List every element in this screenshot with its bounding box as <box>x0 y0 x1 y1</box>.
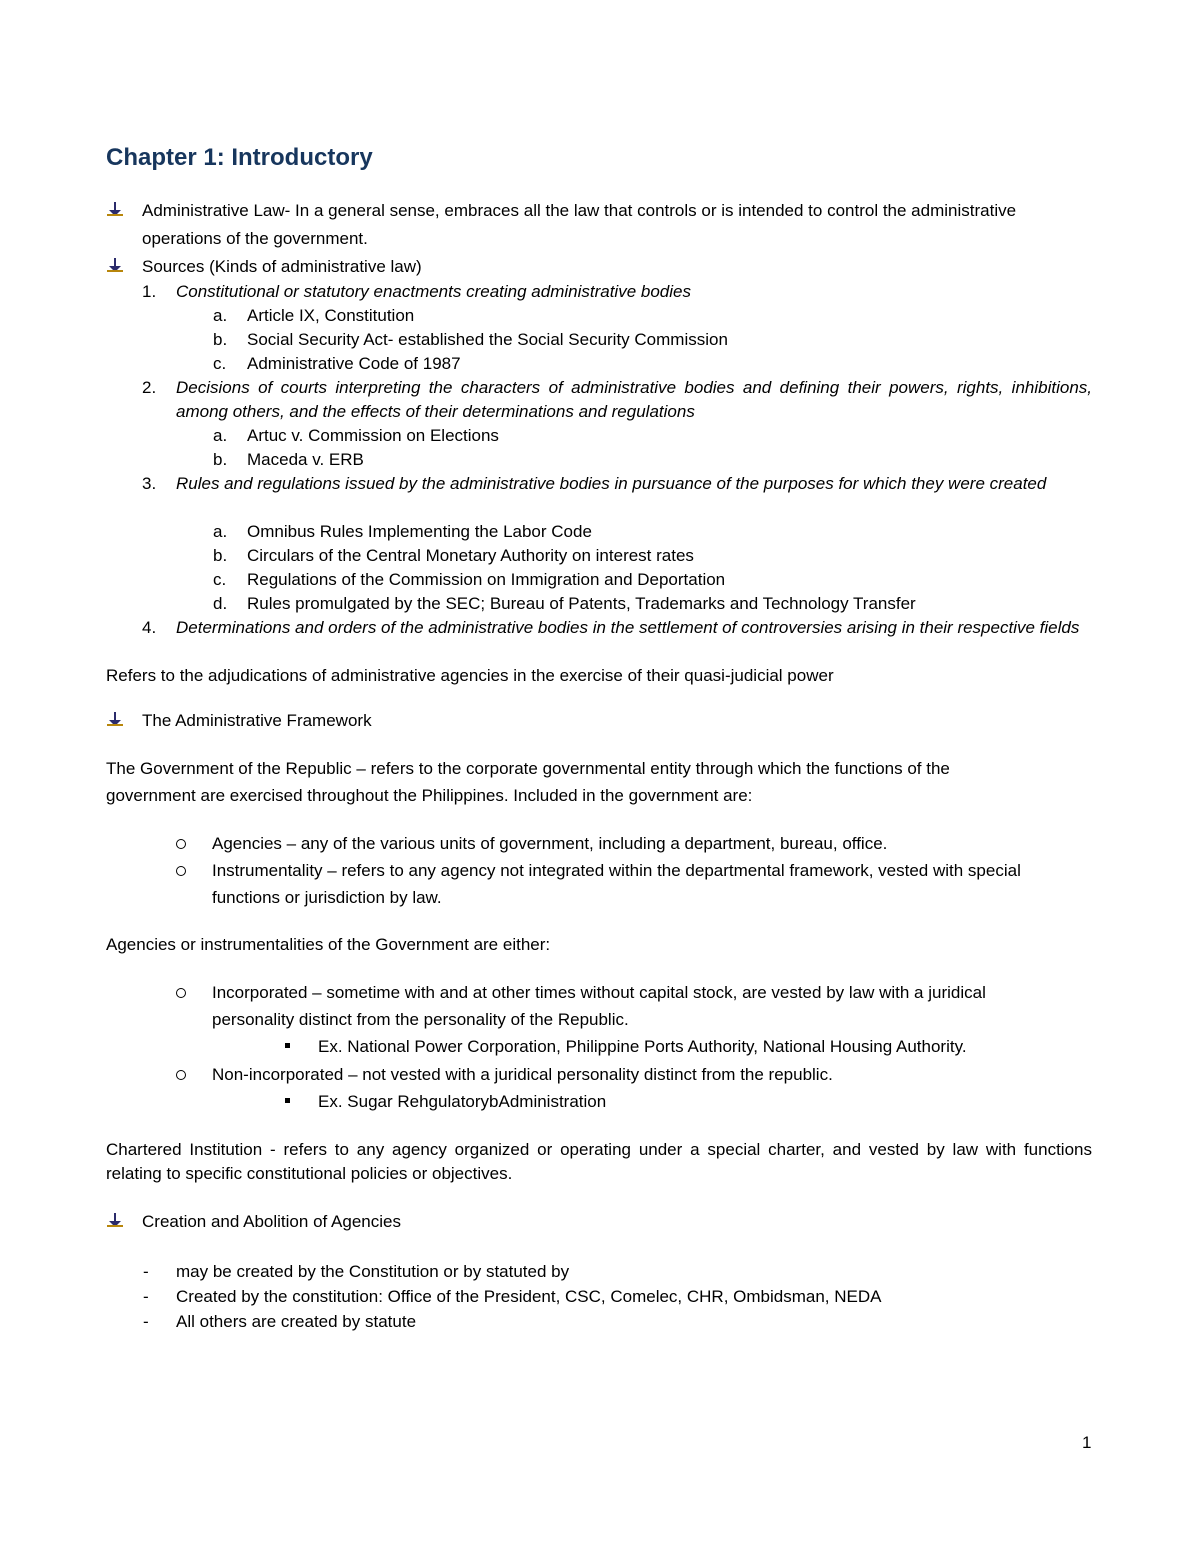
non-incorporated-example: Ex. Sugar RehgulatorybAdministration <box>318 1092 607 1111</box>
either-paragraph: Agencies or instrumentalities of the Government are either: <box>106 935 551 954</box>
framework-heading: The Administrative Framework <box>142 711 372 730</box>
list-letter: b. <box>213 330 228 349</box>
agencies-item: Agencies – any of the various units of government, including a department, bureau, office. <box>212 834 888 853</box>
dash-bullet: - <box>143 1262 149 1281</box>
circle-bullet-icon <box>176 1070 186 1080</box>
admin-law-line1: Administrative Law- In a general sense, embraces all the law that controls or is intended to control the administrative <box>142 201 1017 220</box>
government-line2: government are exercised throughout the Philippines. Included in the government are: <box>106 786 753 805</box>
list-letter: a. <box>213 426 228 445</box>
arrow-bullet-icon <box>107 257 123 275</box>
source-2: Decisions of courts interpreting the characters of administrative bodies and defining their powers, rights, inhibitions, among others, and the effects of their determinations and regulations <box>176 378 1092 421</box>
list-letter: b. <box>213 546 228 565</box>
list-letter: d. <box>213 594 228 613</box>
arrow-bullet-icon <box>107 1212 123 1230</box>
square-bullet-icon <box>285 1043 290 1048</box>
circle-bullet-icon <box>176 839 186 849</box>
sources-heading: Sources (Kinds of administrative law) <box>142 257 422 276</box>
circle-bullet-icon <box>176 866 186 876</box>
arrow-bullet-icon <box>107 201 123 219</box>
instrumentality-line1: Instrumentality – refers to any agency not integrated within the departmental framework, vested with special <box>212 861 1021 880</box>
source-3b: Circulars of the Central Monetary Authority on interest rates <box>247 546 694 565</box>
creation-item-2: Created by the constitution: Office of the President, CSC, Comelec, CHR, Ombidsman, NEDA <box>176 1287 882 1306</box>
dash-bullet: - <box>143 1312 149 1331</box>
list-letter: c. <box>213 354 227 373</box>
list-number: 3. <box>142 474 157 493</box>
source-1a: Article IX, Constitution <box>247 306 415 325</box>
list-letter: c. <box>213 570 227 589</box>
government-line1: The Government of the Republic – refers to the corporate governmental entity through which the functions of the <box>106 759 950 778</box>
incorporated-line1: Incorporated – sometime with and at other times without capital stock, are vested by law with a juridical <box>212 983 986 1002</box>
source-1b: Social Security Act- established the Social Security Commission <box>247 330 728 349</box>
source-2b: Maceda v. ERB <box>247 450 364 469</box>
creation-heading: Creation and Abolition of Agencies <box>142 1212 401 1231</box>
list-number: 2. <box>142 378 157 397</box>
incorporated-line2: personality distinct from the personality of the Republic. <box>212 1010 629 1029</box>
source-1c: Administrative Code of 1987 <box>247 354 461 373</box>
source-4: Determinations and orders of the administrative bodies in the settlement of controversies arising in their respective fields <box>176 618 1080 637</box>
page-number: 1 <box>1082 1433 1092 1452</box>
dash-bullet: - <box>143 1287 149 1306</box>
admin-law-line2: operations of the government. <box>142 229 368 248</box>
source-3d: Rules promulgated by the SEC; Bureau of Patents, Trademarks and Technology Transfer <box>247 594 916 613</box>
instrumentality-line2: functions or jurisdiction by law. <box>212 888 442 907</box>
circle-bullet-icon <box>176 988 186 998</box>
source-3a: Omnibus Rules Implementing the Labor Code <box>247 522 592 541</box>
list-letter: a. <box>213 306 228 325</box>
creation-item-1: may be created by the Constitution or by statuted by <box>176 1262 570 1281</box>
list-letter: a. <box>213 522 228 541</box>
source-3c: Regulations of the Commission on Immigration and Deportation <box>247 570 726 589</box>
creation-item-3: All others are created by statute <box>176 1312 417 1331</box>
chartered-paragraph: Chartered Institution - refers to any agency organized or operating under a special charter, and vested by law with functions relating to specific constitutional policies or objectives. <box>106 1140 1092 1183</box>
chapter-title: Chapter 1: Introductory <box>106 144 373 171</box>
source-1: Constitutional or statutory enactments creating administrative bodies <box>176 282 691 301</box>
list-letter: b. <box>213 450 228 469</box>
list-number: 1. <box>142 282 157 301</box>
refers-paragraph: Refers to the adjudications of administrative agencies in the exercise of their quasi-judicial power <box>106 666 834 685</box>
source-2a: Artuc v. Commission on Elections <box>247 426 499 445</box>
square-bullet-icon <box>285 1098 290 1103</box>
non-incorporated-item: Non-incorporated – not vested with a juridical personality distinct from the republic. <box>212 1065 833 1084</box>
source-3: Rules and regulations issued by the administrative bodies in pursuance of the purposes for which they were created <box>176 474 1047 493</box>
list-number: 4. <box>142 618 157 637</box>
arrow-bullet-icon <box>107 711 123 729</box>
incorporated-example: Ex. National Power Corporation, Philippine Ports Authority, National Housing Authority. <box>318 1037 967 1056</box>
